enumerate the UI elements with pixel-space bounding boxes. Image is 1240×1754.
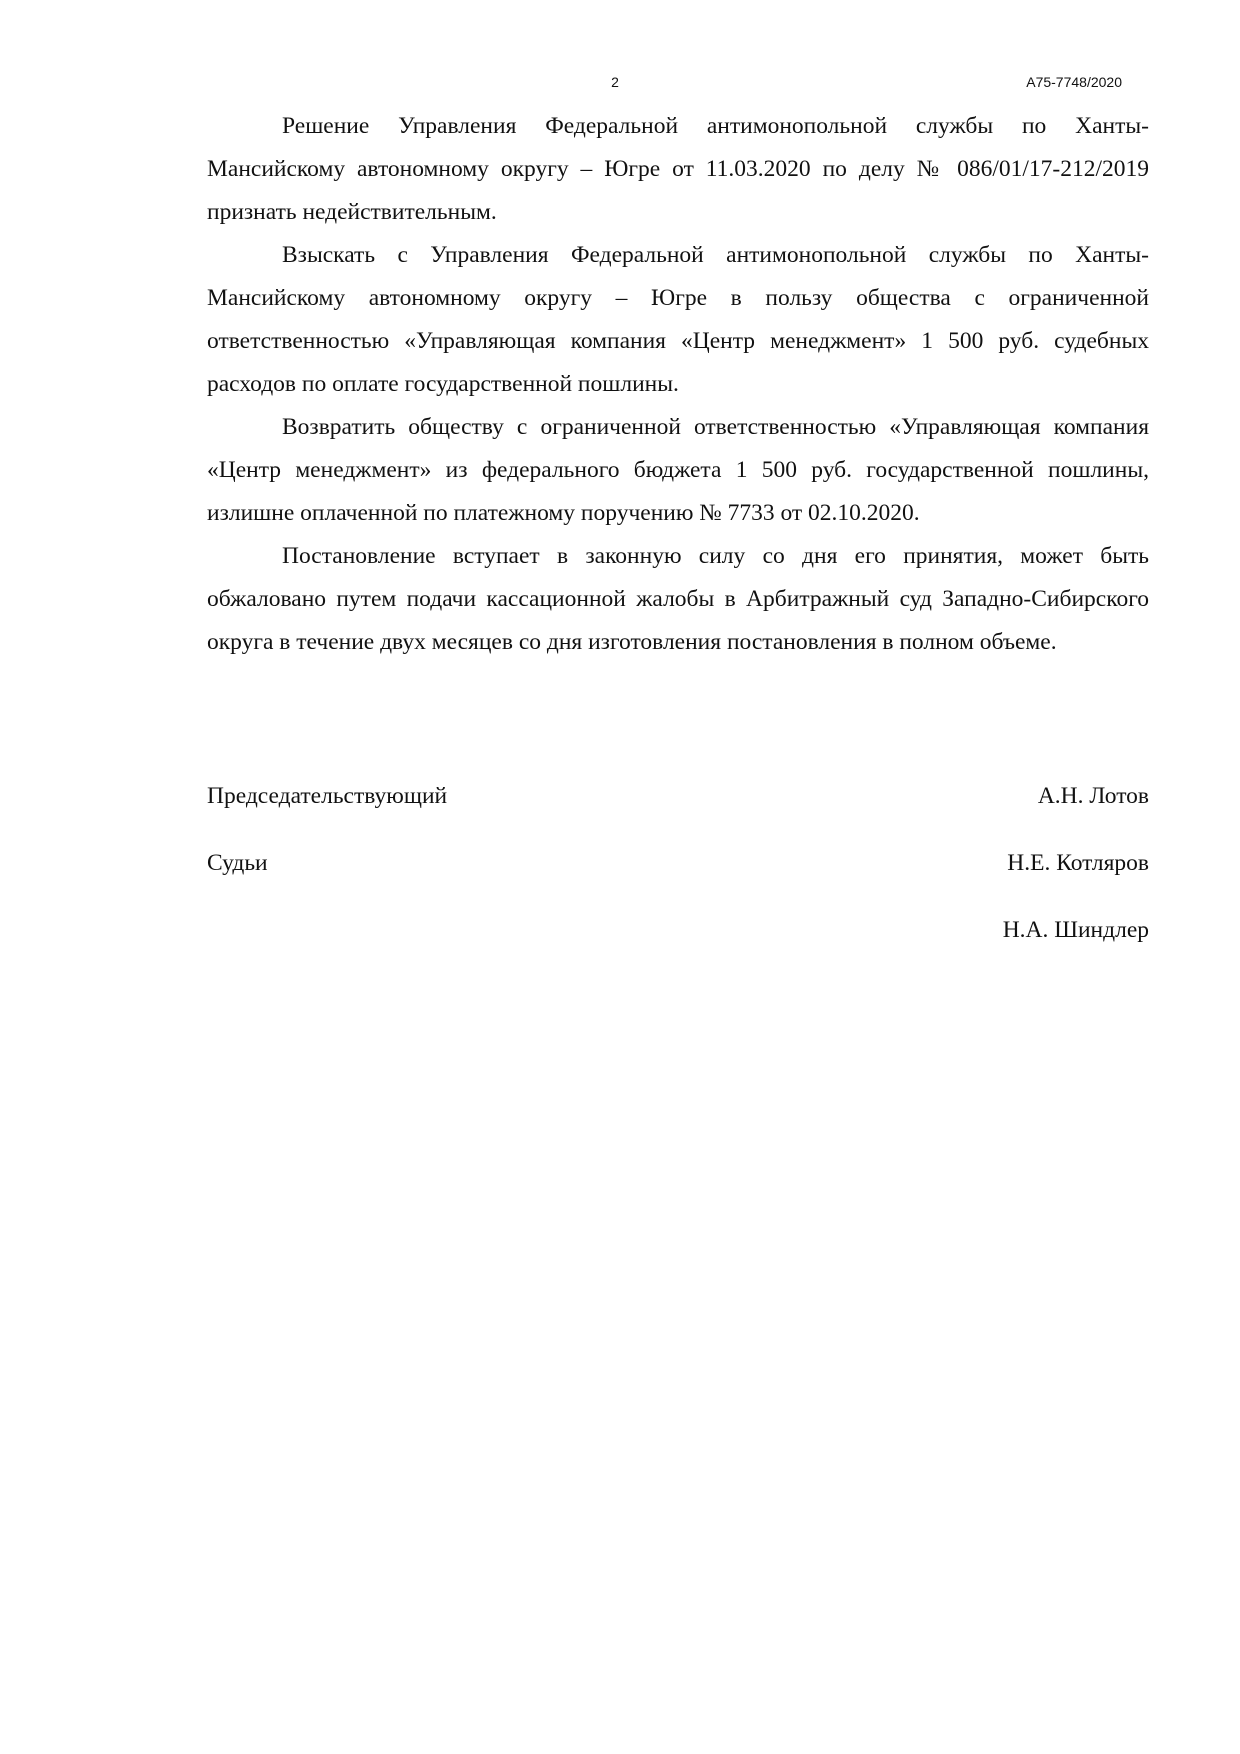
judge-name: Н.Е. Котляров: [1007, 850, 1149, 876]
paragraph-recovery: Взыскать с Управления Федеральной антимонопольной службы по Ханты-Мансийскому автономному округу – Югре в пользу общества с ограниченной ответственностью «Управляющая компания «Центр менеджмент» 1 500 руб. судебных расходов по оплате государственной пошлины.: [207, 242, 1149, 397]
document-body: [207, 105, 1149, 664]
paragraph-effect: Постановление вступает в законную силу со дня его принятия, может быть обжаловано путем подачи кассационной жалобы в Арбитражный суд Западно-Сибирского округа в течение двух месяцев со дня изготовления постановления в полном объеме.: [207, 543, 1149, 655]
page-number: 2: [611, 74, 619, 90]
presiding-row: [207, 779, 1149, 813]
case-number: А75-7748/2020: [1026, 74, 1122, 90]
second-judge-row: [207, 913, 1149, 947]
presiding-label: Председательствующий: [207, 783, 448, 809]
judge-name: Н.А. Шиндлер: [1002, 917, 1149, 943]
paragraph-refund: Возвратить обществу с ограниченной ответственностью «Управляющая компания «Центр менеджмент» из федерального бюджета 1 500 руб. государственной пошлины, излишне оплаченной по платежному поручению № 7733 от 02.10.2020.: [207, 414, 1149, 526]
presiding-name: А.Н. Лотов: [1037, 783, 1149, 809]
paragraph-decision: Решение Управления Федеральной антимонопольной службы по Ханты-Мансийскому автономному округу – Югре от 11.03.2020 по делу № 086/01/17-212/2019 признать недействительным.: [207, 113, 1149, 225]
judges-row: [207, 846, 1149, 880]
judges-label: Судьи: [207, 850, 268, 876]
signature-block: [207, 779, 1149, 947]
